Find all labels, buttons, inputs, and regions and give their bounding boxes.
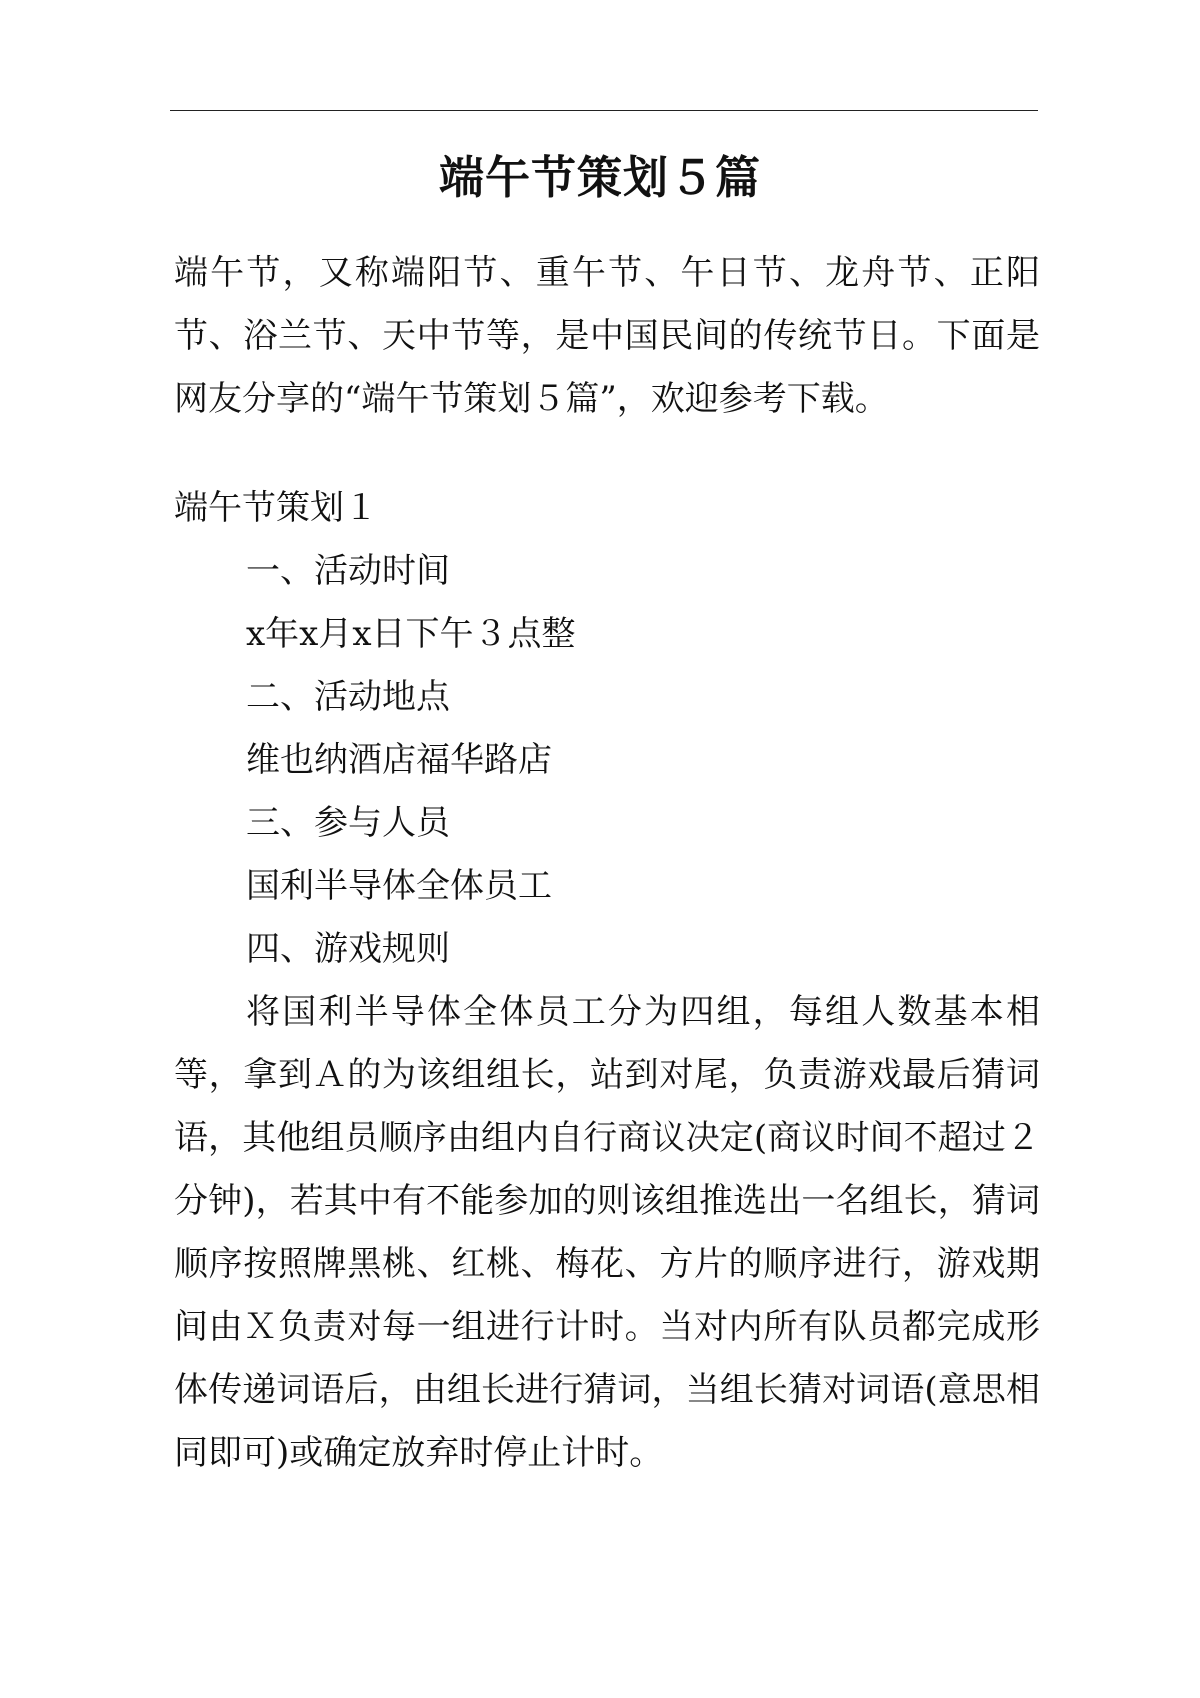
activity-location-heading: 二、活动地点 xyxy=(246,677,450,717)
activity-time-value: x年x月x日下午３点整 xyxy=(246,614,576,654)
document-title: 端午节策划５篇 xyxy=(438,151,761,205)
game-rules-paragraph: 将国利半导体全体员工分为四组，每组人数基本相等，拿到Ａ的为该组组长，站到对尾，负责游戏最后猜词语，其他组员顺序由组内自行商议决定(商议时间不超过２分钟)，若其中有不能参加的则该组推选出一名组长，猜词顺序按照牌黑桃、红桃、梅花、方片的顺序进行，游戏期间由Ｘ负责对每一组进行计时。当对内所有队员都完成形体传递词语后，由组长进行猜词，当组长猜对词语(意思相同即可)或确定放弃时停止计时。 xyxy=(174,992,1040,1473)
participants-heading: 三、参与人员 xyxy=(246,803,450,843)
section-heading: 端午节策划１ xyxy=(174,488,378,528)
participants-value: 国利半导体全体员工 xyxy=(246,866,552,906)
header-rule xyxy=(170,110,1038,111)
game-rules-heading: 四、游戏规则 xyxy=(246,929,450,969)
document-body xyxy=(174,242,1040,1485)
intro-paragraph: 端午节，又称端阳节、重午节、午日节、龙舟节、正阳节、浴兰节、天中节等，是中国民间的传统节日。下面是网友分享的“端午节策划５篇”，欢迎参考下载。 xyxy=(174,253,1040,419)
activity-location-value: 维也纳酒店福华路店 xyxy=(246,740,552,780)
activity-time-heading: 一、活动时间 xyxy=(246,551,450,591)
